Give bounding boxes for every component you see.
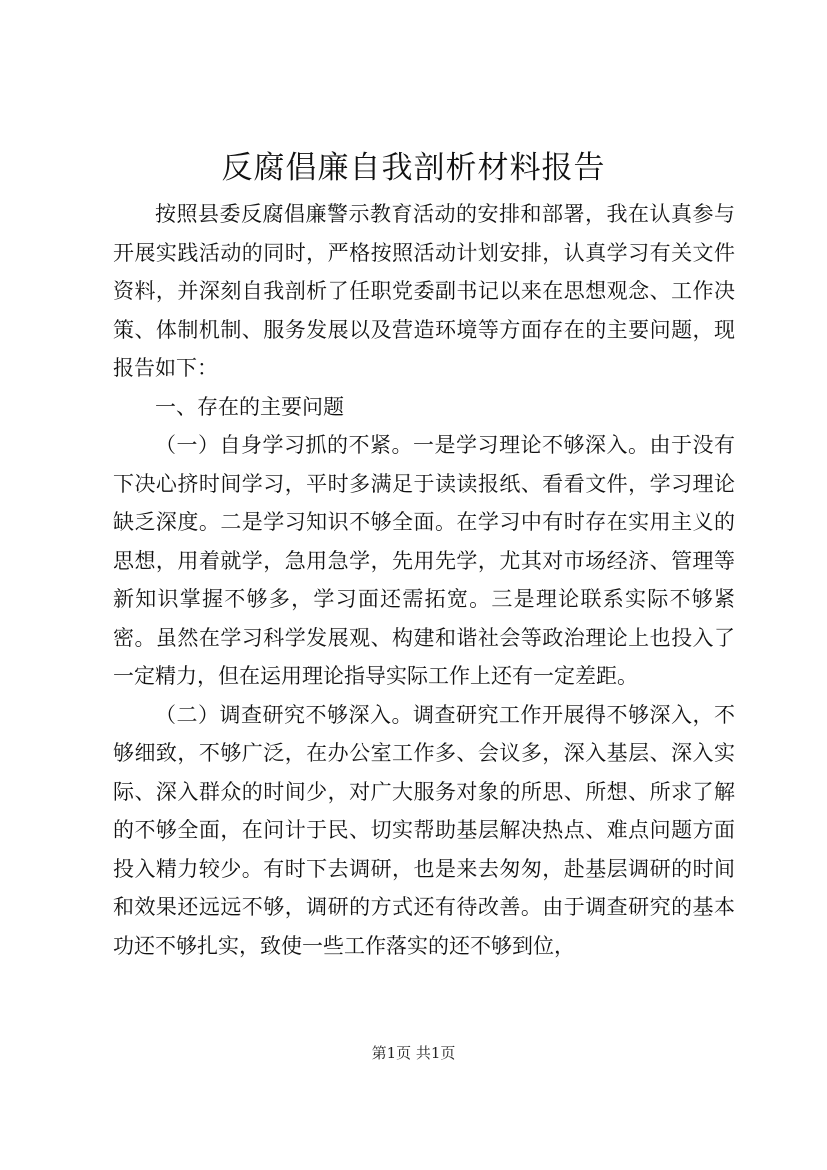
intro-paragraph: 按照县委反腐倡廉警示教育活动的安排和部署，我在认真参与开展实践活动的同时，严格按照活动计划安排，认真学习有关文件资料，并深刻自我剖析了任职党委副书记以来在思想观念、工作决策、体制机制、服务发展以及营造环境等方面存在的主要问题，现报告如下：: [113, 202, 735, 380]
page-footer: 第1页 共1页: [371, 1044, 456, 1062]
document-title: 反腐倡廉自我剖析材料报告: [221, 150, 606, 186]
document-body: [113, 195, 735, 965]
section-heading: 一、存在的主要问题: [155, 394, 344, 419]
issue-paragraph-2: （二）调查研究不够深入。调查研究工作开展得不够深入，不够细致，不够广泛，在办公室工作多、会议多，深入基层、深入实际、深入群众的时间少，对广大服务对象的所思、所想、所求了解的不够全面，在问计于民、切实帮助基层解决热点、难点问题方面投入精力较少。有时下去调研，也是来去匆匆，赴基层调研的时间和效果还远远不够，调研的方式还有待改善。由于调查研究的基本功还不够扎实，致使一些工作落实的还不够到位，: [113, 702, 735, 958]
issue-paragraph-1: （一）自身学习抓的不紧。一是学习理论不够深入。由于没有下决心挤时间学习，平时多满足于读读报纸、看看文件，学习理论缺乏深度。二是学习知识不够全面。在学习中有时存在实用主义的思想，用着就学，急用急学，先用先学，尤其对市场经济、管理等新知识掌握不够多，学习面还需拓宽。三是理论联系实际不够紧密。虽然在学习科学发展观、构建和谐社会等政治理论上也投入了一定精力，但在运用理论指导实际工作上还有一定差距。: [113, 433, 735, 688]
